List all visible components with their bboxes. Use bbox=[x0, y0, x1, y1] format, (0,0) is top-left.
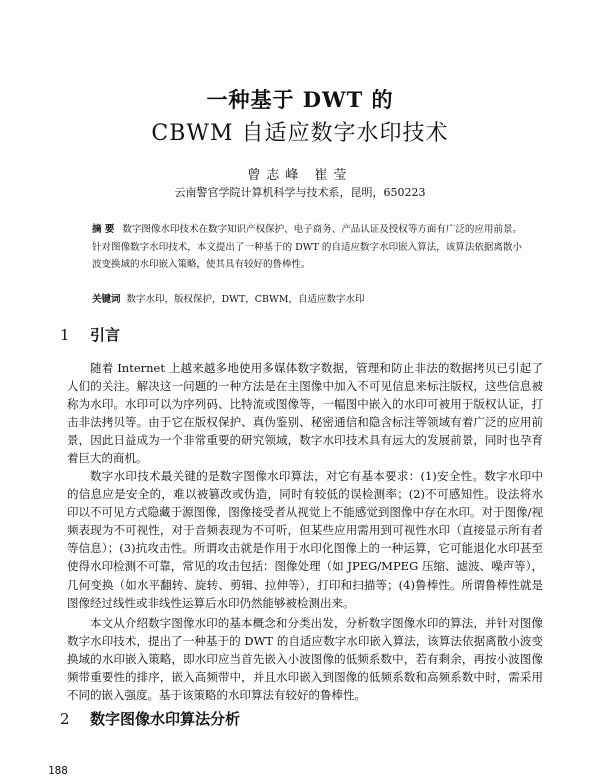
paragraph-1: 随着 Internet 上越来越多地使用多媒体数字数据，管理和防止非法的数据拷贝已引起了人们的关注。解决这一问题的一种方法是在主图像中加入不可见信息来标注版权，这些信息被称为水印。水印可以为序列码、比特流或图像等，一幅图中嵌入的水印可被用于版权认证，打击非法拷贝等。由于它在版权保护、真伪鉴别、秘密通信和隐含标注等领域有着广泛的应用前景，因此日益成为一个非常重要的研究领域，数字水印技术具有远大的发展前景，同时也孕育着巨大的商机。 bbox=[67, 361, 543, 466]
section-1-title: 引言 bbox=[90, 326, 121, 344]
keywords-text: 数字水印，版权保护，DWT，CBWM，自适应数字水印 bbox=[126, 294, 365, 305]
section-2-heading bbox=[60, 708, 240, 729]
title-line-1: 一种基于 DWT 的 bbox=[206, 87, 394, 112]
affiliation: 云南警官学院计算机科学与技术系，昆明，650223 bbox=[174, 186, 426, 199]
authors: 曾志峰 崔莹 bbox=[247, 168, 353, 183]
section-1-heading bbox=[60, 324, 120, 345]
title-line-2: CBWM 自适应数字水印技术 bbox=[151, 121, 449, 146]
abstract-text: 数字图像水印技术在数字知识产权保护、电子商务、产品认证及授权等方面有广泛的应用前景。针对图像数字水印技术，本文提出了一种基于的 DWT 的自适应数字水印嵌入算法，该算法依据离散小波变换域的水印嵌入策略，使其具有较好的鲁棒性。 bbox=[92, 224, 522, 270]
page-number: 188 bbox=[48, 764, 68, 777]
abstract-label: 摘 要 bbox=[92, 224, 115, 235]
section-1-number: 1 bbox=[60, 326, 70, 344]
section-2-number: 2 bbox=[60, 710, 70, 728]
abstract bbox=[92, 221, 522, 274]
paragraph-3: 本文从介绍数字图像水印的基本概念和分类出发，分析数字图像水印的算法，并针对图像数字水印技术，提出了一种基于的 DWT 的自适应数字水印嵌入算法，该算法依据离散小波变换域的水印嵌入策略，即水印应当首先嵌入小波图像的低频系数中，若有剩余，再按小波图像频带重要性的排序，嵌入高频带中，并且水印嵌入到图像的低频系数和高频系数中时，需采用不同的嵌入强度。基于该策略的水印算法有较好的鲁棒性。 bbox=[67, 616, 543, 703]
keywords bbox=[92, 291, 522, 305]
section-2-title: 数字图像水印算法分析 bbox=[90, 710, 241, 728]
keywords-label: 关键词 bbox=[92, 294, 121, 305]
paragraph-2: 数字水印技术最关键的是数字图像水印算法，对它有基本要求：(1)安全性。数字水印中的信息应是安全的，难以被篡改或伪造，同时有较低的误检测率；(2)不可感知性。设法将水印以不可见方式隐藏于源图像，图像接受者从视觉上不能感觉到图像中存在水印。对于图像/视频表现为不可视性，对于音频表现为不可听，但某些应用需用到可视性水印（直接显示所有者等信息）；(3)抗攻击性。所谓攻击就是作用于水印化图像上的一种运算，它可能退化水印甚至使得水印检测不可靠，常见的攻击包括：图像处理（如 JPEG/MPEG 压缩、滤波、噪声等），几何变换（如水平翻转、旋转、剪辑、拉伸等），打印和扫描等；(4)鲁棒性。所谓鲁棒性就是图像经过线性或非线性运算后水印仍然能够被检测出来。 bbox=[67, 469, 543, 610]
